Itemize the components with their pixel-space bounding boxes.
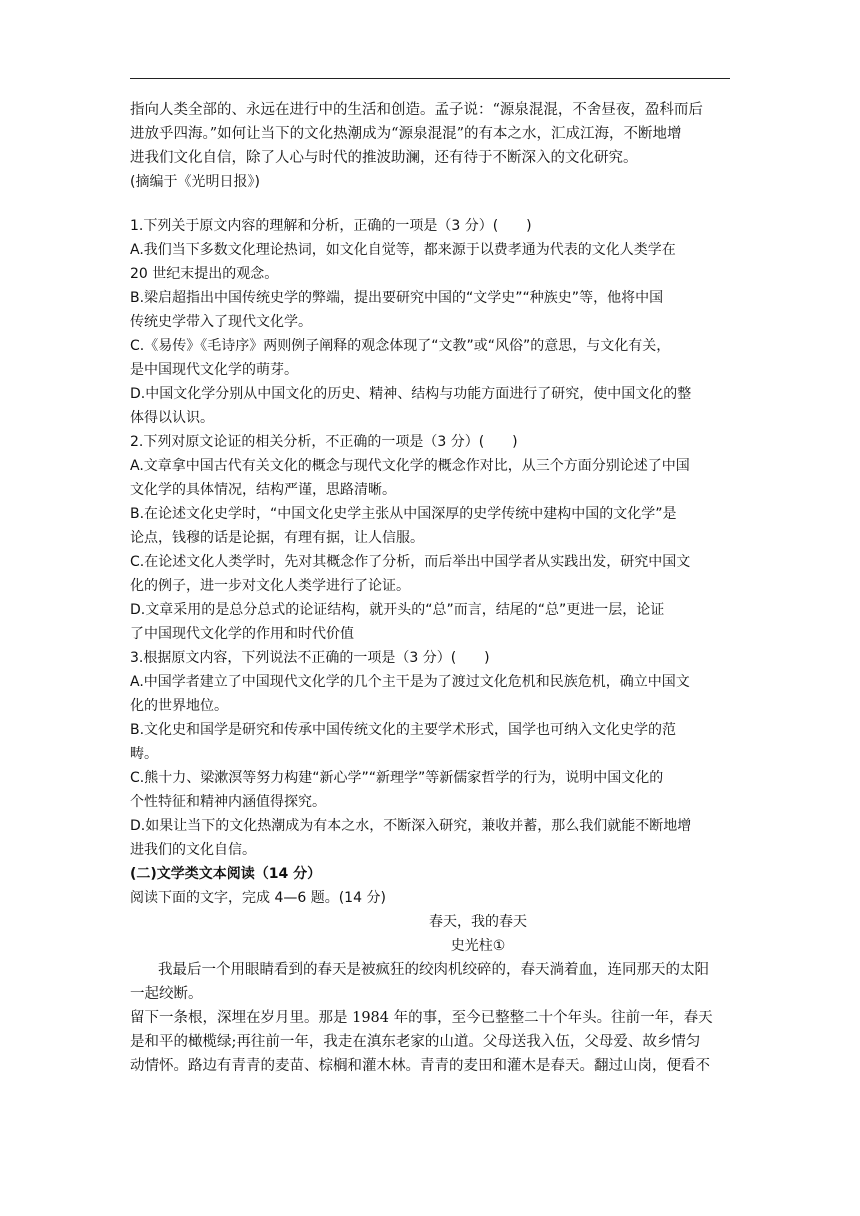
- option-line: D.文章采用的是总分总式的论证结构，就开头的“总”而言，结尾的“总”更进一层，论证: [130, 602, 665, 618]
- question-line: 1.下列关于原文内容的理解和分析，正确的一项是（3 分）( ): [130, 218, 532, 234]
- story-body: [130, 958, 730, 1078]
- story-title: 春天，我的春天: [429, 914, 527, 930]
- option-line: D.如果让当下的文化热潮成为有本之水，不断深入研究，兼收并蓄，那么我们就能不断地增: [130, 818, 692, 834]
- question-line: 2.下列对原文论证的相关分析，不正确的一项是（3 分）( ): [130, 434, 518, 450]
- option-line: C.在论述文化人类学时，先对其概念作了分析，而后举出中国学者从实践出发，研究中国文: [130, 554, 691, 570]
- paragraph-line: 进放乎四海。”如何让当下的文化热潮成为“源泉混混”的有本之水，汇成江海，不断地增: [130, 126, 682, 142]
- header-rule: [130, 78, 730, 79]
- option-line: C.熊十力、梁漱溟等努力构建“新心学”“新理学”等新儒家哲学的行为，说明中国文化的: [130, 770, 664, 786]
- source-citation: (摘编于《光明日报》): [130, 174, 260, 190]
- paragraph-line: 指向人类全部的、永远在进行中的生活和创造。孟子说：“源泉混混，不舍昼夜，盈科而后: [130, 102, 703, 118]
- option-line: 论点，钱穆的话是论据，有理有据，让人信服。: [130, 530, 424, 546]
- option-line: 了中国现代文化学的作用和时代价值: [130, 626, 354, 642]
- option-line: A.中国学者建立了中国现代文化学的几个主干是为了渡过文化危机和民族危机，确立中国文: [130, 674, 690, 690]
- option-line: D.中国文化学分别从中国文化的历史、精神、结构与功能方面进行了研究，使中国文化的整: [130, 386, 692, 402]
- option-line: 化的例子，进一步对文化人类学进行了论证。: [130, 578, 410, 594]
- option-line: 个性特征和精神内涵值得探究。: [130, 794, 326, 810]
- question-line: 3.根据原文内容，下列说法不正确的一项是（3 分）( ): [130, 650, 490, 666]
- questions-block: [130, 214, 730, 862]
- story-line: 一起绞断。: [130, 986, 203, 1002]
- story-line: 我最后一个用眼睛看到的春天是被疯狂的绞肉机绞碎的，春天淌着血，连同那天的太阳: [158, 962, 709, 978]
- instruction-line: 阅读下面的文字，完成 4—6 题。(14 分): [130, 890, 386, 906]
- option-line: 畴。: [130, 746, 158, 762]
- option-line: 文化学的具体情况，结构严谨，思路清晰。: [130, 482, 396, 498]
- story-line: 动情怀。路边有青青的麦苗、棕榈和灌木林。青青的麦田和灌木是春天。翻过山岗，便看不: [130, 1058, 710, 1074]
- passage-ending: [130, 98, 730, 170]
- option-line: 体得以认识。: [130, 410, 214, 426]
- document-page: [130, 98, 730, 1078]
- option-line: A.文章拿中国古代有关文化的概念与现代文化学的概念作对比，从三个方面分别论述了中国: [130, 458, 690, 474]
- option-line: 20 世纪末提出的观念。: [130, 266, 279, 282]
- option-line: 是中国现代文化学的萌芽。: [130, 362, 298, 378]
- paragraph-line: 进我们文化自信，除了人心与时代的推波助澜，还有待于不断深入的文化研究。: [130, 150, 638, 166]
- story-line: 是和平的橄榄绿;再往前一年，我走在滇东老家的山道。父母送我入伍，父母爱、故乡情匀: [130, 1034, 701, 1050]
- spacer: [130, 194, 730, 214]
- story-line: 留下一条根，深埋在岁月里。那是 1984 年的事，至今已整整二十个年头。往前一年，春天: [130, 1010, 713, 1026]
- story-author: 史光柱①: [450, 938, 506, 954]
- option-line: 传统史学带入了现代文化学。: [130, 314, 312, 330]
- option-line: B.在论述文化史学时，“中国文化史学主张从中国深厚的史学传统中建构中国的文化学”是: [130, 506, 677, 522]
- option-line: C.《易传》《毛诗序》两则例子阐释的观念体现了“文教”或“风俗”的意思，与文化有关，: [130, 338, 671, 354]
- option-line: A.我们当下多数文化理论热词，如文化自觉等，都来源于以费孝通为代表的文化人类学在: [130, 242, 676, 258]
- option-line: 进我们的文化自信。: [130, 842, 256, 858]
- section-heading: (二)文学类文本阅读（14 分）: [130, 866, 322, 882]
- option-line: B.梁启超指出中国传统史学的弊端，提出要研究中国的“文学史”“种族史”等，他将中国: [130, 290, 664, 306]
- option-line: B.文化史和国学是研究和传承中国传统文化的主要学术形式，国学也可纳入文化史学的范: [130, 722, 677, 738]
- option-line: 化的世界地位。: [130, 698, 228, 714]
